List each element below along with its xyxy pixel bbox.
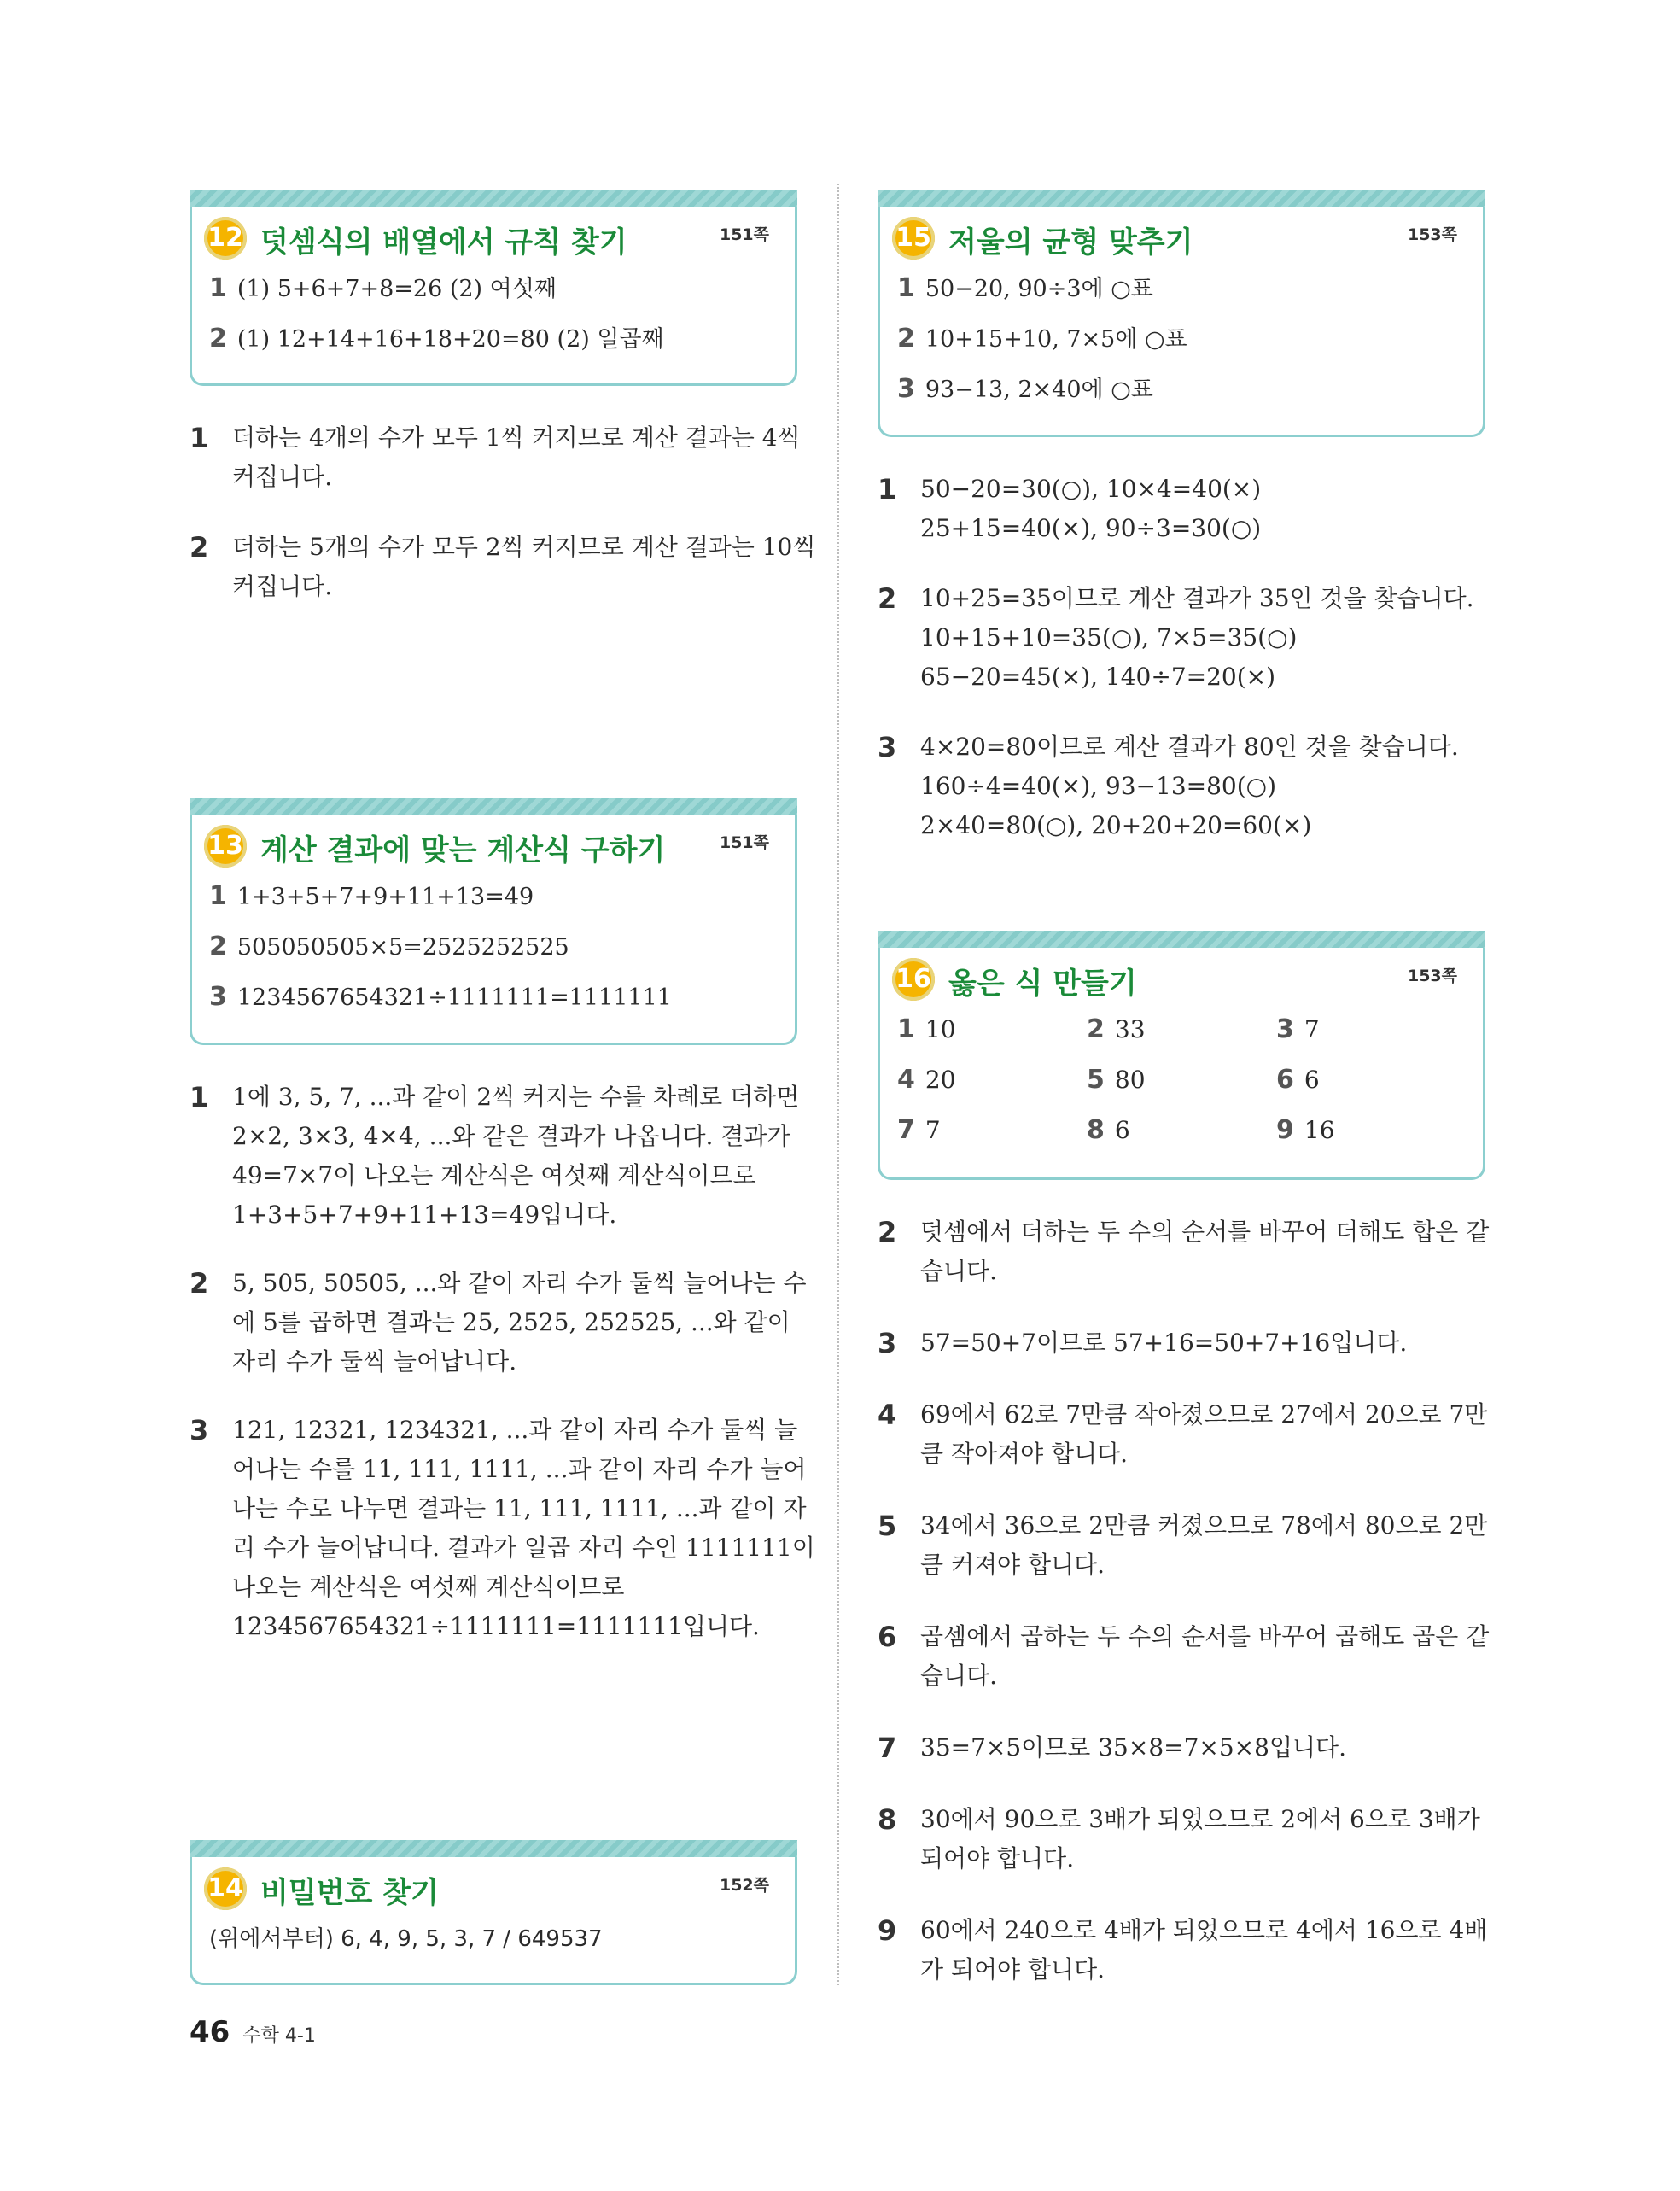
answer-cell: 6 6 [1276,1065,1320,1095]
answer-line: 1 1+3+5+7+9+11+13=49 [209,881,534,911]
answer-box-16 [878,931,1485,1180]
book-title: 수학 4-1 [242,2025,316,2047]
explanation-item: 8 30에서 90으로 3배가 되었으므로 2에서 6으로 3배가 되어야 합니다. [878,1803,1480,1873]
answer-line: 1 50−20, 90÷3에 ○표 [897,273,1153,303]
box-header [880,207,1483,272]
explanation-item: 2 5, 505, 50505, ...와 같이 자리 수가 둘씩 늘어나는 수 에 5를 곱하면 결과는 25, 2525, 252525, ...와 같이 자리 수가 둘씩 늘어납니다. [190,1267,807,1376]
explanation-item: 3 57=50+7이므로 57+16=50+7+16입니다. [878,1327,1408,1359]
answer-cell: 1 10 [897,1014,956,1044]
answer-line: 3 93−13, 2×40에 ○표 [897,374,1153,404]
answer-cell: 8 6 [1087,1115,1130,1145]
page-reference: 151쪽 [719,225,769,244]
page-number: 46 [190,2015,230,2049]
explanation-item: 1 50−20=30(○), 10×4=40(×) 25+15=40(×), 90÷3=30(○) [878,473,1262,542]
answer-cell: 9 16 [1276,1115,1335,1145]
page-reference: 153쪽 [1407,967,1457,985]
section-badge: 13 [204,825,247,868]
page-footer [190,2015,316,2049]
section-title: 계산 결과에 맞는 계산식 구하기 [260,833,666,868]
explanation-item: 5 34에서 36으로 2만큼 커졌으므로 78에서 80으로 2만 큼 커져야 합니다. [878,1510,1488,1579]
box-header [192,207,795,272]
section-badge: 14 [204,1867,247,1910]
box-header-bar [878,190,1485,207]
explanation-item: 6 곱셈에서 곱하는 두 수의 순서를 바꾸어 곱해도 곱은 같 습니다. [878,1621,1490,1690]
answer-cell: 4 20 [897,1065,956,1095]
section-title: 저울의 균형 맞추기 [948,225,1193,260]
answer-box-14 [190,1840,797,1985]
answer-line: 3 1234567654321÷1111111=1111111 [209,982,672,1012]
answer-box-12 [190,190,797,386]
explanation-item: 3 121, 12321, 1234321, ...과 같이 자리 수가 둘씩 늘 어나는 수를 11, 111, 1111, ...과 같이 자리 수가 늘어 나는 수로 나누면 결과는 11, 111, 1111, ...과 같이 자 리 수가 늘어납니다. 결과가 일곱 자리 수인 1111111이 나오는 계산식은 여섯째 계산식이므로 1234567654321÷1111111=1111111입니다. [190,1414,815,1640]
page-reference: 152쪽 [719,1876,769,1895]
explanation-item: 1 1에 3, 5, 7, ...과 같이 2씩 커지는 수를 차례로 더하면 2×2, 3×3, 4×4, ...와 같은 결과가 나옵니다. 결과가 49=7×7이 나오는 계산식은 여섯째 계산식이므로 1+3+5+7+9+11+13=49입니다. [190,1081,800,1229]
section-badge: 15 [892,217,935,260]
explanation-item: 9 60에서 240으로 4배가 되었으므로 4에서 16으로 4배 가 되어야 합니다. [878,1914,1488,1984]
answer-box-13 [190,798,797,1045]
page-reference: 151쪽 [719,833,769,852]
explanation-item: 7 35=7×5이므로 35×8=7×5×8입니다. [878,1732,1346,1764]
explanation-item: 2 덧셈에서 더하는 두 수의 순서를 바꾸어 더해도 합은 같 습니다. [878,1216,1490,1285]
explanation-item: 1 더하는 4개의 수가 모두 1씩 커지므로 계산 결과는 4씩 커집니다. [190,422,801,491]
section-title: 비밀번호 찾기 [260,1876,439,1910]
box-header-bar [190,1840,797,1857]
section-badge: 12 [204,217,247,260]
explanation-item: 2 더하는 5개의 수가 모두 2씩 커지므로 계산 결과는 10씩 커집니다. [190,531,816,600]
column-divider [837,184,839,1985]
box-header-bar [190,798,797,815]
answer-cell: 5 80 [1087,1065,1146,1095]
box-header [880,948,1483,1013]
box-header-bar [878,931,1485,948]
section-title: 옳은 식 만들기 [948,967,1137,1001]
answer-line: (위에서부터) 6, 4, 9, 5, 3, 7 / 649537 [209,1926,603,1952]
section-badge: 16 [892,958,935,1001]
box-header [192,815,795,879]
answer-cell: 7 7 [897,1115,941,1145]
answer-line: 2 (1) 12+14+16+18+20=80 (2) 일곱째 [209,324,664,353]
explanation-item: 2 10+25=35이므로 계산 결과가 35인 것을 찾습니다. 10+15+10=35(○), 7×5=35(○) 65−20=45(×), 140÷7=20(×) [878,582,1474,691]
explanation-item: 4 69에서 62로 7만큼 작아졌으므로 27에서 20으로 7만 큼 작아져야 합니다. [878,1399,1488,1468]
answer-cell: 3 7 [1276,1014,1320,1044]
answer-line: 2 10+15+10, 7×5에 ○표 [897,324,1187,353]
explanation-item: 3 4×20=80이므로 계산 결과가 80인 것을 찾습니다. 160÷4=40(×), 93−13=80(○) 2×40=80(○), 20+20+20=60(×) [878,731,1459,839]
answer-box-15 [878,190,1485,437]
page-reference: 153쪽 [1407,225,1457,244]
answer-line: 1 (1) 5+6+7+8=26 (2) 여섯째 [209,273,557,303]
answer-cell: 2 33 [1087,1014,1146,1044]
box-header [192,1857,795,1922]
answer-line: 2 505050505×5=2525252525 [209,932,569,961]
box-header-bar [190,190,797,207]
section-title: 덧셈식의 배열에서 규칙 찾기 [260,225,627,260]
